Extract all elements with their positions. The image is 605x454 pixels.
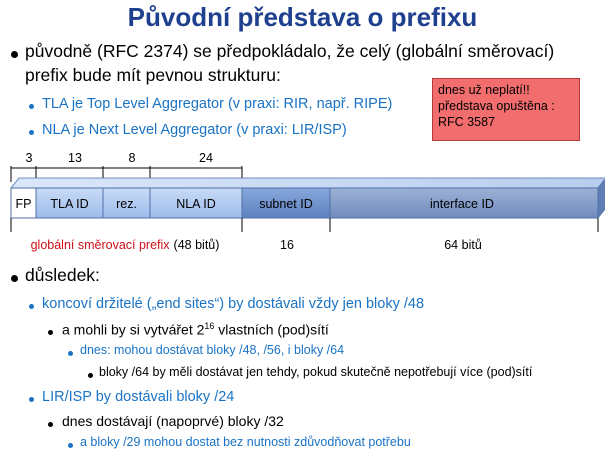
bullet-dot bbox=[48, 422, 53, 427]
prefix-structure-diagram bbox=[0, 148, 605, 260]
bullet2-sub2: LIR/ISP by dostávali bloky /24 bbox=[42, 389, 235, 405]
bullet2-sub1: koncoví držitelé („end sites“) by dostávali vždy jen bloky /48 bbox=[42, 296, 425, 312]
global-prefix-caption bbox=[31, 238, 220, 252]
bullet2-sub2-1-1: a bloky /29 mohou dostat bez nutnosti zdůvodňovat potřebu bbox=[80, 435, 411, 449]
bullet-dot bbox=[29, 397, 34, 402]
global-prefix-bits: (48 bitů) bbox=[173, 238, 220, 252]
field-subnet-label: subnet ID bbox=[259, 197, 313, 211]
bits-fp: 3 bbox=[25, 151, 33, 165]
bullet2-sub1-1-1: dnes: mohou dostávat bloky /48, /56, i bloky /64 bbox=[80, 343, 345, 357]
bottom-brackets bbox=[11, 218, 598, 232]
bullet-dot bbox=[48, 330, 53, 335]
bullet2-sub1-1-1-1: bloky /64 by měli dostávat jen tehdy, pokud skutečně nepotřebují více (pod)sítí bbox=[99, 365, 533, 379]
bullet-dot bbox=[68, 351, 73, 356]
bullet1-sub2: NLA je Next Level Aggregator (v praxi: LIR/ISP) bbox=[42, 122, 347, 138]
bar-top-face bbox=[11, 178, 605, 188]
sub1-1-prefix: a mohli by si vytvářet 2 bbox=[62, 321, 205, 338]
bullet1-line1: původně (RFC 2374) se předpokládalo, že celý (globální směrovací) bbox=[25, 41, 555, 61]
sub1-1-sup: 16 bbox=[204, 321, 215, 331]
bullet1-sub1: TLA je Top Level Aggregator (v praxi: RIR, např. RIPE) bbox=[42, 96, 393, 112]
slide-title: Původní představa o prefixu bbox=[127, 2, 478, 32]
global-prefix-label: globální směrovací prefix bbox=[30, 238, 170, 252]
note-line2: představa opuštěna : bbox=[438, 99, 555, 113]
bullet2-sub2-1: dnes dostávají (napoprvé) bloky /32 bbox=[62, 413, 284, 429]
interface-bits: 64 bitů bbox=[444, 238, 482, 252]
field-rez-label: rez. bbox=[116, 197, 137, 211]
bullet2-sub1-1 bbox=[62, 321, 329, 338]
bits-rez: 8 bbox=[128, 151, 136, 165]
field-fp-label: FP bbox=[15, 197, 32, 211]
field-interface-label: interface ID bbox=[430, 197, 494, 211]
sub1-1-suffix: vlastních (pod)sítí bbox=[214, 321, 329, 338]
subnet-bits: 16 bbox=[280, 238, 294, 252]
deprecation-note bbox=[432, 78, 580, 141]
bits-nla: 24 bbox=[199, 151, 213, 165]
field-nla-label: NLA ID bbox=[176, 197, 216, 211]
bullet-dot bbox=[88, 373, 93, 378]
bullet2-label: důsledek: bbox=[25, 265, 100, 285]
note-line3: RFC 3587 bbox=[438, 115, 495, 129]
field-tla-label: TLA ID bbox=[50, 197, 89, 211]
bullet-dot bbox=[29, 304, 34, 309]
bullet-dot bbox=[11, 51, 18, 58]
bullet-dot bbox=[68, 443, 73, 448]
bullet-dot bbox=[29, 104, 34, 109]
note-line1: dnes už neplatí!! bbox=[438, 83, 530, 97]
bullet-dot bbox=[11, 275, 18, 282]
bullet-dot bbox=[29, 130, 34, 135]
bits-tla: 13 bbox=[68, 151, 82, 165]
bullet1-line2: prefix bude mít pevnou strukturu: bbox=[25, 65, 281, 85]
